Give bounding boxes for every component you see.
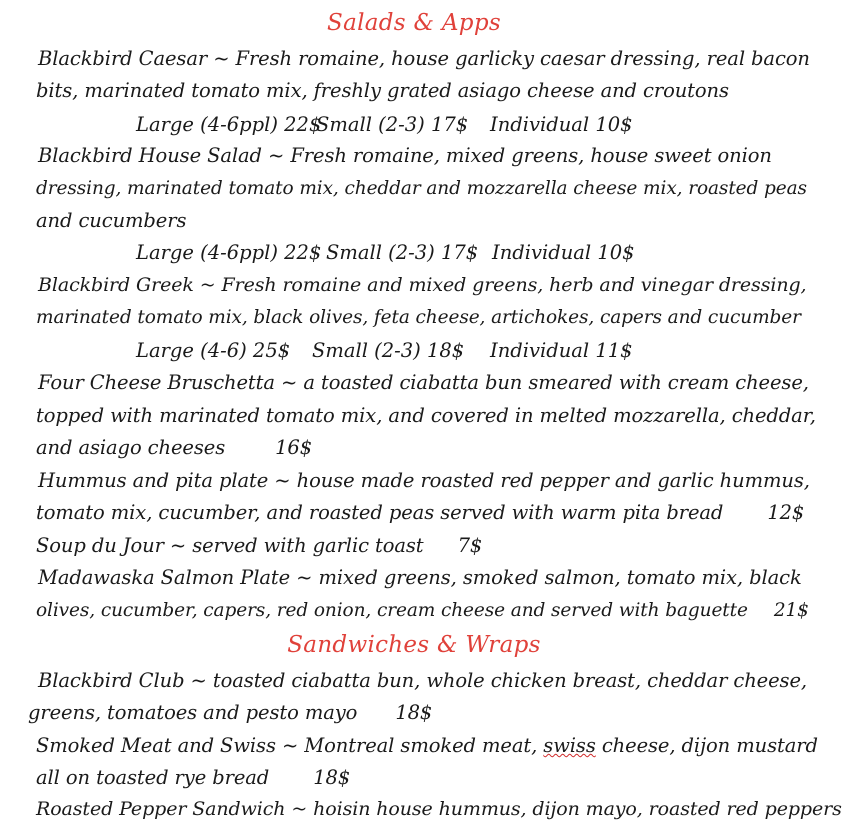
bruschetta-line-2: topped with marinated tomato mix, and covered in melted mozzarella, cheddar, bbox=[36, 404, 816, 427]
greek-line-2: marinated tomato mix, black olives, feta cheese, artichokes, capers and cucumber bbox=[36, 307, 801, 328]
price-individual: Individual 10$ bbox=[490, 113, 633, 136]
soup-text: Soup du Jour ~ served with garlic toast bbox=[36, 534, 424, 557]
price-small: Small (2-3) 17$ bbox=[326, 241, 479, 264]
salmon-price: 21$ bbox=[773, 600, 809, 621]
price-large: Large (4-6) 25$ bbox=[136, 339, 291, 362]
smoked-meat-text: all on toasted rye bread bbox=[36, 766, 270, 789]
club-text: greens, tomatoes and pesto mayo bbox=[28, 701, 358, 724]
salmon-text: olives, cucumber, capers, red onion, cream cheese and served with baguette bbox=[36, 600, 748, 621]
price-small: Small (2-3) 17$ bbox=[316, 113, 469, 136]
greek-prices bbox=[136, 336, 633, 366]
bruschetta-text: and asiago cheeses bbox=[36, 436, 226, 459]
caesar-line-1: Blackbird Caesar ~ Fresh romaine, house garlicky caesar dressing, real bacon bbox=[38, 47, 810, 70]
price-individual: Individual 11$ bbox=[490, 339, 633, 362]
salmon-line-1: Madawaska Salmon Plate ~ mixed greens, smoked salmon, tomato mix, black bbox=[38, 566, 802, 589]
club-price: 18$ bbox=[395, 701, 433, 724]
hummus-line-1: Hummus and pita plate ~ house made roasted red pepper and garlic hummus, bbox=[38, 469, 810, 492]
caesar-line-2: bits, marinated tomato mix, freshly grated asiago cheese and croutons bbox=[36, 79, 729, 102]
house-salad-prices bbox=[136, 238, 635, 268]
roasted-pepper-line-1: Roasted Pepper Sandwich ~ hoisin house hummus, dijon mayo, roasted red peppers bbox=[36, 798, 842, 820]
house-salad-line-2: dressing, marinated tomato mix, cheddar and mozzarella cheese mix, roasted peas bbox=[36, 178, 807, 199]
caesar-prices bbox=[136, 110, 633, 140]
club-line-1: Blackbird Club ~ toasted ciabatta bun, whole chicken breast, cheddar cheese, bbox=[38, 669, 808, 692]
cutoff-line-container bbox=[36, 794, 842, 820]
price-large: Large (4-6ppl) 22$ bbox=[136, 113, 322, 136]
section-title-sandwiches: Sandwiches & Wraps bbox=[287, 632, 541, 658]
hummus-line-2 bbox=[36, 498, 804, 528]
bruschetta-line-1: Four Cheese Bruschetta ~ a toasted ciabatta bun smeared with cream cheese, bbox=[38, 371, 809, 394]
salmon-line-2 bbox=[36, 596, 809, 626]
house-salad-line-3: and cucumbers bbox=[36, 209, 187, 232]
bruschetta-line-3 bbox=[36, 433, 312, 463]
smoked-meat-line-1 bbox=[36, 731, 818, 761]
smoked-meat-price: 18$ bbox=[313, 766, 351, 789]
hummus-price: 12$ bbox=[767, 501, 805, 524]
greek-line-1: Blackbird Greek ~ Fresh romaine and mixed greens, herb and vinegar dressing, bbox=[38, 274, 807, 296]
soup-line bbox=[36, 531, 482, 561]
smoked-meat-line-2 bbox=[36, 763, 350, 793]
spellcheck-word: swiss bbox=[543, 734, 596, 757]
price-small: Small (2-3) 18$ bbox=[312, 339, 465, 362]
club-line-2 bbox=[28, 698, 432, 728]
hummus-text: tomato mix, cucumber, and roasted peas served with warm pita bread bbox=[36, 501, 724, 524]
price-large: Large (4-6ppl) 22$ bbox=[136, 241, 322, 264]
soup-price: 7$ bbox=[457, 534, 483, 557]
house-salad-line-1: Blackbird House Salad ~ Fresh romaine, mixed greens, house sweet onion bbox=[38, 144, 772, 167]
bruschetta-price: 16$ bbox=[275, 436, 313, 459]
section-title-salads: Salads & Apps bbox=[327, 10, 501, 36]
smoked-meat-text-c: cheese, dijon mustard bbox=[595, 734, 818, 757]
price-individual: Individual 10$ bbox=[492, 241, 635, 264]
smoked-meat-text-a: Smoked Meat and Swiss ~ Montreal smoked meat, bbox=[36, 734, 544, 757]
